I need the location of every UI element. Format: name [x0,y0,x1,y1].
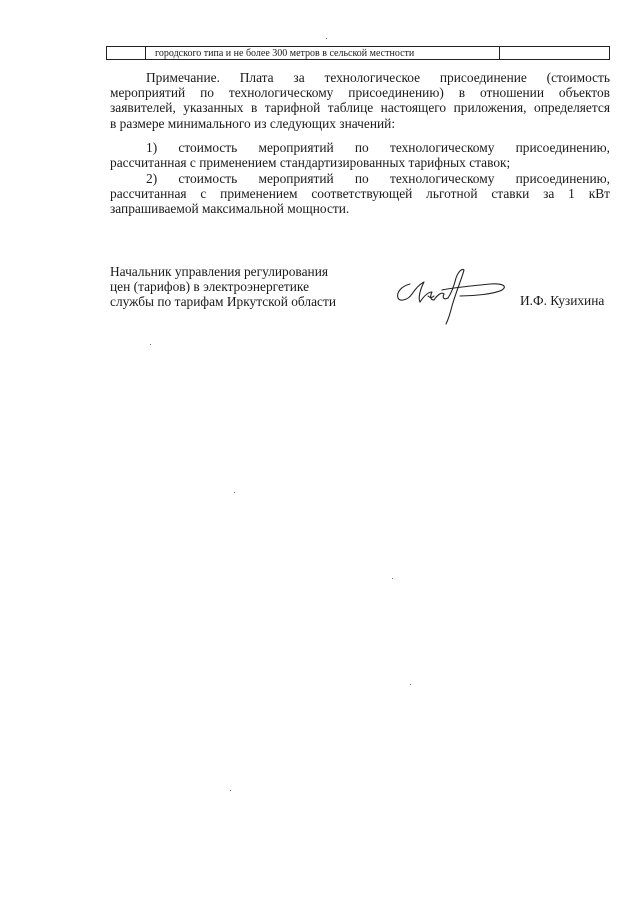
list-item-line: 1) стоимость мероприятий по технологическому присоединению, [146,140,610,155]
list-item-line: запрашиваемой максимальной мощности. [110,201,350,217]
scan-speck [230,790,231,791]
note-line: в размере минимального из следующих значений: [110,115,396,131]
signatory-position-line: цен (тарифов) в электроэнергетике [110,279,310,295]
signatory-position-line: Начальник управления регулирования [110,264,329,279]
table-cell: городского типа и не более 300 метров в сельской местности [155,48,415,59]
signatory-position [110,264,336,310]
note-paragraph [110,70,610,131]
list-item-2 [110,171,610,217]
list-item-line: рассчитанная с применением соответствующей льготной ставки за 1 кВт [110,186,610,202]
note-line: Примечание. Плата за технологическое присоединение (стоимость [146,70,610,85]
table-fragment [106,46,610,60]
list-item-line: рассчитанная с применением стандартизированных тарифных ставок; [110,155,511,171]
scan-speck [234,492,235,493]
list-item-line: 2) стоимость мероприятий по технологическому присоединению, [146,171,610,186]
handwritten-signature [390,262,510,328]
scan-speck [326,38,327,39]
scan-speck [410,684,411,685]
table-column-divider [145,47,146,59]
signatory-name: И.Ф. Кузихина [520,293,605,308]
signatory-position-line: службы по тарифам Иркутской области [110,294,336,310]
note-line: заявителей, указанных в тарифной таблице настоящего приложения, определяется [110,100,610,116]
note-line: мероприятий по технологическому присоединению) в отношении объектов [110,85,610,101]
scan-speck [392,578,393,579]
table-column-divider [499,47,500,59]
list-item-1 [110,140,610,170]
scan-speck [150,344,151,345]
